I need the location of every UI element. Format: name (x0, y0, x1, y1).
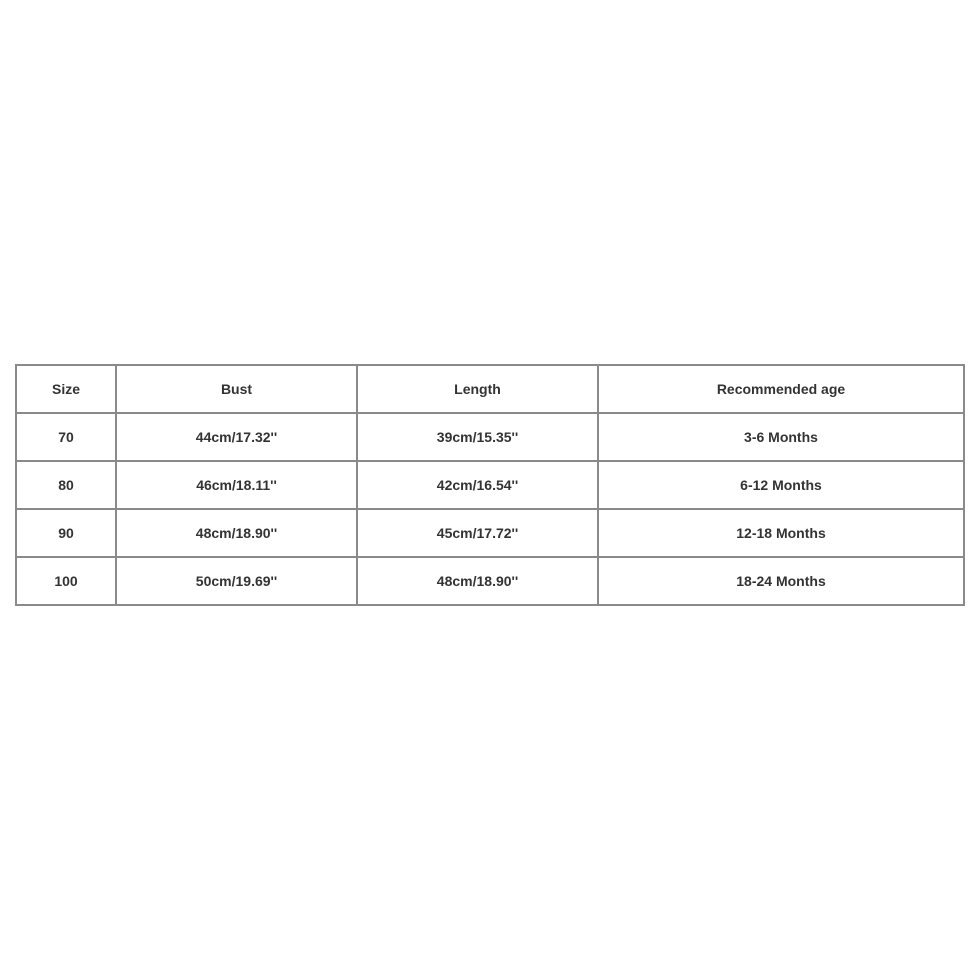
header-bust: Bust (116, 365, 357, 413)
cell-bust: 48cm/18.90'' (116, 509, 357, 557)
cell-age: 3-6 Months (598, 413, 964, 461)
cell-bust: 46cm/18.11'' (116, 461, 357, 509)
cell-size: 100 (16, 557, 116, 605)
cell-size: 80 (16, 461, 116, 509)
header-size: Size (16, 365, 116, 413)
cell-length: 48cm/18.90'' (357, 557, 598, 605)
cell-bust: 44cm/17.32'' (116, 413, 357, 461)
cell-size: 90 (16, 509, 116, 557)
table-row (16, 413, 964, 461)
cell-age: 6-12 Months (598, 461, 964, 509)
table-row (16, 557, 964, 605)
cell-size: 70 (16, 413, 116, 461)
cell-age: 18-24 Months (598, 557, 964, 605)
header-length: Length (357, 365, 598, 413)
cell-length: 45cm/17.72'' (357, 509, 598, 557)
table-header-row (16, 365, 964, 413)
cell-length: 42cm/16.54'' (357, 461, 598, 509)
header-recommended-age: Recommended age (598, 365, 964, 413)
cell-length: 39cm/15.35'' (357, 413, 598, 461)
cell-age: 12-18 Months (598, 509, 964, 557)
table-row (16, 461, 964, 509)
table-row (16, 509, 964, 557)
size-chart-table (15, 364, 965, 606)
cell-bust: 50cm/19.69'' (116, 557, 357, 605)
